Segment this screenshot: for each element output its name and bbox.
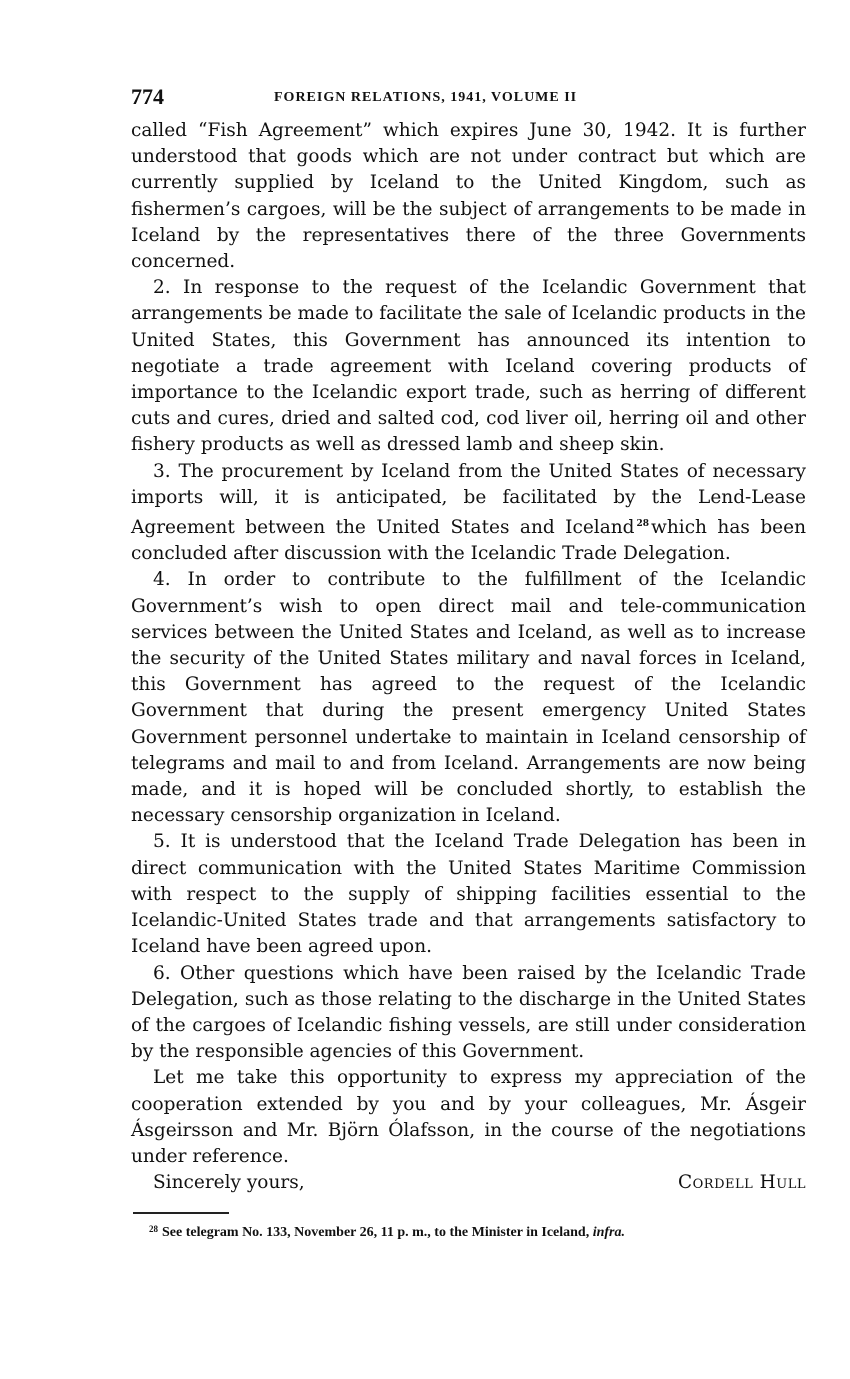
paragraph-7: Let me take this opportunity to express my appreciation of the cooperation extended by you and by your colleagues, Mr. Ásgeir Ásgeirsson and Mr. Björn Ólafsson, in the course of the negotiations under reference. [131, 1067, 806, 1167]
paragraph-continuation: called “Fish Agreement” which expires June 30, 1942. It is further understood that goods which are not under contract but which are currently supplied by Iceland to the United Kingdom, such as fishermen’s cargoes, will be the subject of arrangements to be made in Iceland by the representatives there of the three Governments concerned. [131, 120, 806, 273]
closing [131, 1170, 806, 1196]
paragraph-6: 6. Other questions which have been raised by the Icelandic Trade Delegation, such as those relating to the discharge in the United States of the cargoes of Icelandic fishing vessels, are still under consideration by the responsible agencies of this Government. [131, 962, 806, 1063]
paragraph-3 [131, 459, 806, 568]
salutation: Sincerely yours, [153, 1172, 305, 1194]
footnote-text: See telegram No. 133, November 26, 11 p. m., to the Minister in Iceland, [162, 1225, 590, 1241]
signature: Cordell Hull [677, 1172, 806, 1194]
letter-body [131, 118, 806, 1196]
page-header [131, 80, 806, 110]
footnote-infra: infra. [592, 1225, 626, 1241]
footnote-divider [133, 1212, 229, 1214]
paragraph-4: 4. In order to contribute to the fulfillment of the Icelandic Government’s wish to open direct mail and tele-communication services between the United States and Iceland, as well as to increase the security of the United States military and naval forces in Iceland, this Government has agreed to the request of the Icelandic Government that during the present emergency United States Government personnel undertake to maintain in Iceland censorship of telegrams and mail to and from Iceland. Arrangements are now being made, and it is hoped will be concluded shortly, to establish the necessary censorship organization in Iceland. [131, 569, 806, 827]
footnote [131, 1224, 806, 1241]
page-number: 774 [131, 84, 164, 109]
paragraph-2: 2. In response to the request of the Icelandic Government that arrangements be made to facilitate the sale of Icelandic products in the United States, this Government has announced its intention to negotiate a trade agreement with Iceland covering products of importance to the Icelandic export trade, such as herring of different cuts and cures, dried and salted cod, cod liver oil, herring oil and other fishery products as well as dressed lamb and sheep skin. [131, 277, 806, 456]
document-page [131, 80, 806, 1241]
footnote-reference[interactable]: 28 [636, 519, 650, 530]
paragraph-3-text-a: 3. The procurement by Iceland from the United States of necessary imports will, it is anticipated, be facilitated by the Lend-Lease Agreement between the United States and Iceland [131, 460, 806, 539]
running-head: FOREIGN RELATIONS, 1941, VOLUME II [274, 90, 578, 105]
paragraph-3-text-b: which has been concluded after discussion with the Icelandic Trade Delegation. [131, 517, 806, 565]
paragraph-5: 5. It is understood that the Iceland Trade Delegation has been in direct communication with the United States Maritime Commission with respect to the supply of shipping facilities essential to the Icelandic-United States trade and that arrangements satisfactory to Iceland have been agreed upon. [131, 831, 806, 958]
footnote-mark: 28 [149, 1224, 158, 1235]
